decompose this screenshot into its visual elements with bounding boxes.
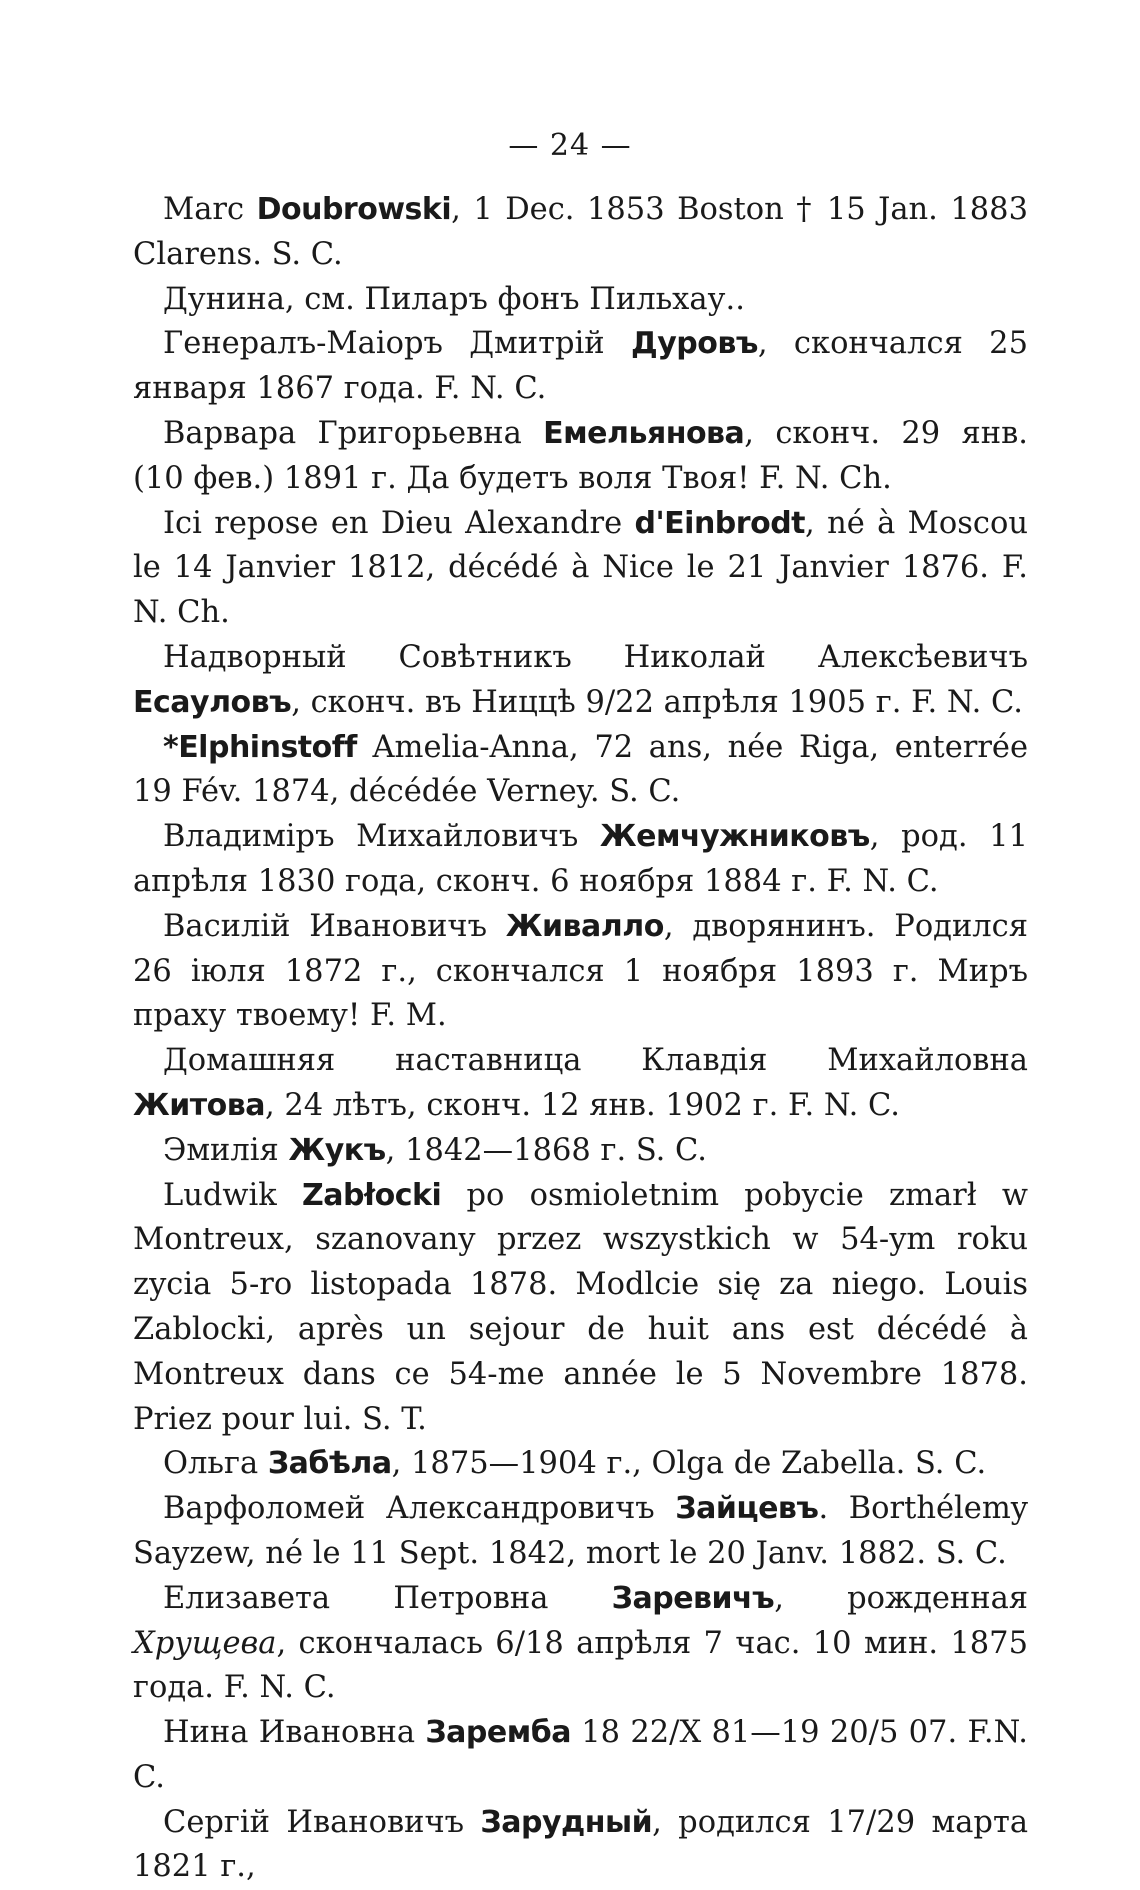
entry: Сергій Ивановичъ Зарудный, родился 17/29 марта 1821 г.,	[133, 1804, 1028, 1885]
maiden-name: Хрущева	[133, 1625, 277, 1661]
entry: Елизавета Петровна Заревичъ, рожденная Хрущева, скончалась 6/18 апрѣля 7 час. 10 мин. 1875 года. F. N. C.	[133, 1580, 1029, 1706]
entry: Генералъ-Маіоръ Дмитрій Дуровъ, скончался 25 января 1867 года. F. N. C.	[133, 326, 1028, 407]
surname: Жемчужниковъ	[599, 819, 870, 855]
surname: Зайцевъ	[675, 1491, 819, 1527]
surname: Живалло	[505, 908, 664, 944]
page-number: — 24 —	[508, 128, 632, 163]
entry: *Elphinstoff Amelia-Anna, 72 ans, née Riga, enterrée 19 Fév. 1874, décédée Verney. S. C.	[133, 729, 1028, 810]
entry: Ici repose en Dieu Alexandre d'Einbrodt, né à Moscou le 14 Janvier 1812, décédé à Nice le 21 Janvier 1876. F. N. Ch.	[133, 505, 1028, 631]
entry: Варфоломей Александровичъ Зайцевъ. Borthélemy Sayzew, né le 11 Sept. 1842, mort le 20 Janv. 1882. S. C.	[133, 1491, 1028, 1571]
surname: *Elphinstoff	[163, 729, 357, 765]
surname: Дуровъ	[630, 326, 758, 362]
surname: Забѣла	[267, 1446, 392, 1482]
entry: Владиміръ Михайловичъ Жемчужниковъ, род. 11 апрѣля 1830 года, сконч. 6 ноября 1884 г. F. N. C.	[133, 819, 1028, 899]
surname: Заремба	[425, 1715, 571, 1751]
surname: Емельянова	[543, 415, 745, 451]
surname: Zabłocki	[302, 1177, 442, 1213]
entry: Эмилія Жукъ, 1842—1868 г. S. C.	[163, 1132, 707, 1168]
entry: Marc Doubrowski, 1 Dec. 1853 Boston † 15 Jan. 1883 Clarens. S. C.	[133, 192, 1028, 272]
entry: Дунина, см. Пиларъ фонъ Пильхау..	[163, 281, 745, 317]
entry: Надворный Совѣтникъ Николай Алексѣевичъ Есауловъ, сконч. въ Ниццѣ 9/22 апрѣля 1905 г. F. N. C.	[133, 639, 1028, 720]
entry: Домашняя наставница Клавдія Михайловна Житова, 24 лѣтъ, сконч. 12 янв. 1902 г. F. N. C.	[133, 1043, 1028, 1123]
surname: Житова	[133, 1087, 265, 1123]
surname: Doubrowski	[256, 192, 452, 227]
surname: Жукъ	[288, 1132, 386, 1168]
surname: Заревичъ	[611, 1580, 775, 1616]
text-block	[133, 188, 1028, 1890]
entry: Василій Ивановичъ Живалло, дворянинъ. Родился 26 іюля 1872 г., скончался 1 ноября 1893 г. Миръ праху твоему! F. M.	[133, 908, 1028, 1034]
entry: Варвара Григорьевна Емельянова, сконч. 29 янв. (10 фев.) 1891 г. Да будетъ воля Твоя! F. N. Ch.	[133, 415, 1028, 496]
entry: Нина Ивановна Заремба 18 22/X 81—19 20/5 07. F.N. C.	[133, 1715, 1028, 1795]
surname: Зарудный	[480, 1804, 653, 1840]
surname: Есауловъ	[133, 684, 292, 720]
entry: Ludwik Zabłocki po osmioletnim pobycie zmarł w Montreux, szanovany przez wszystkich w 54-ym roku zycia 5-ro listopada 1878. Modlcie się za niego. Louis Zablocki, après un sejour de huit ans est décédé à Montreux dans ce 54-me année le 5 Novembre 1878. Priez pour lui. S. T.	[133, 1177, 1028, 1437]
surname: d'Einbrodt	[634, 505, 806, 541]
entry: Ольга Забѣла, 1875—1904 г., Olga de Zabella. S. C.	[163, 1446, 987, 1482]
